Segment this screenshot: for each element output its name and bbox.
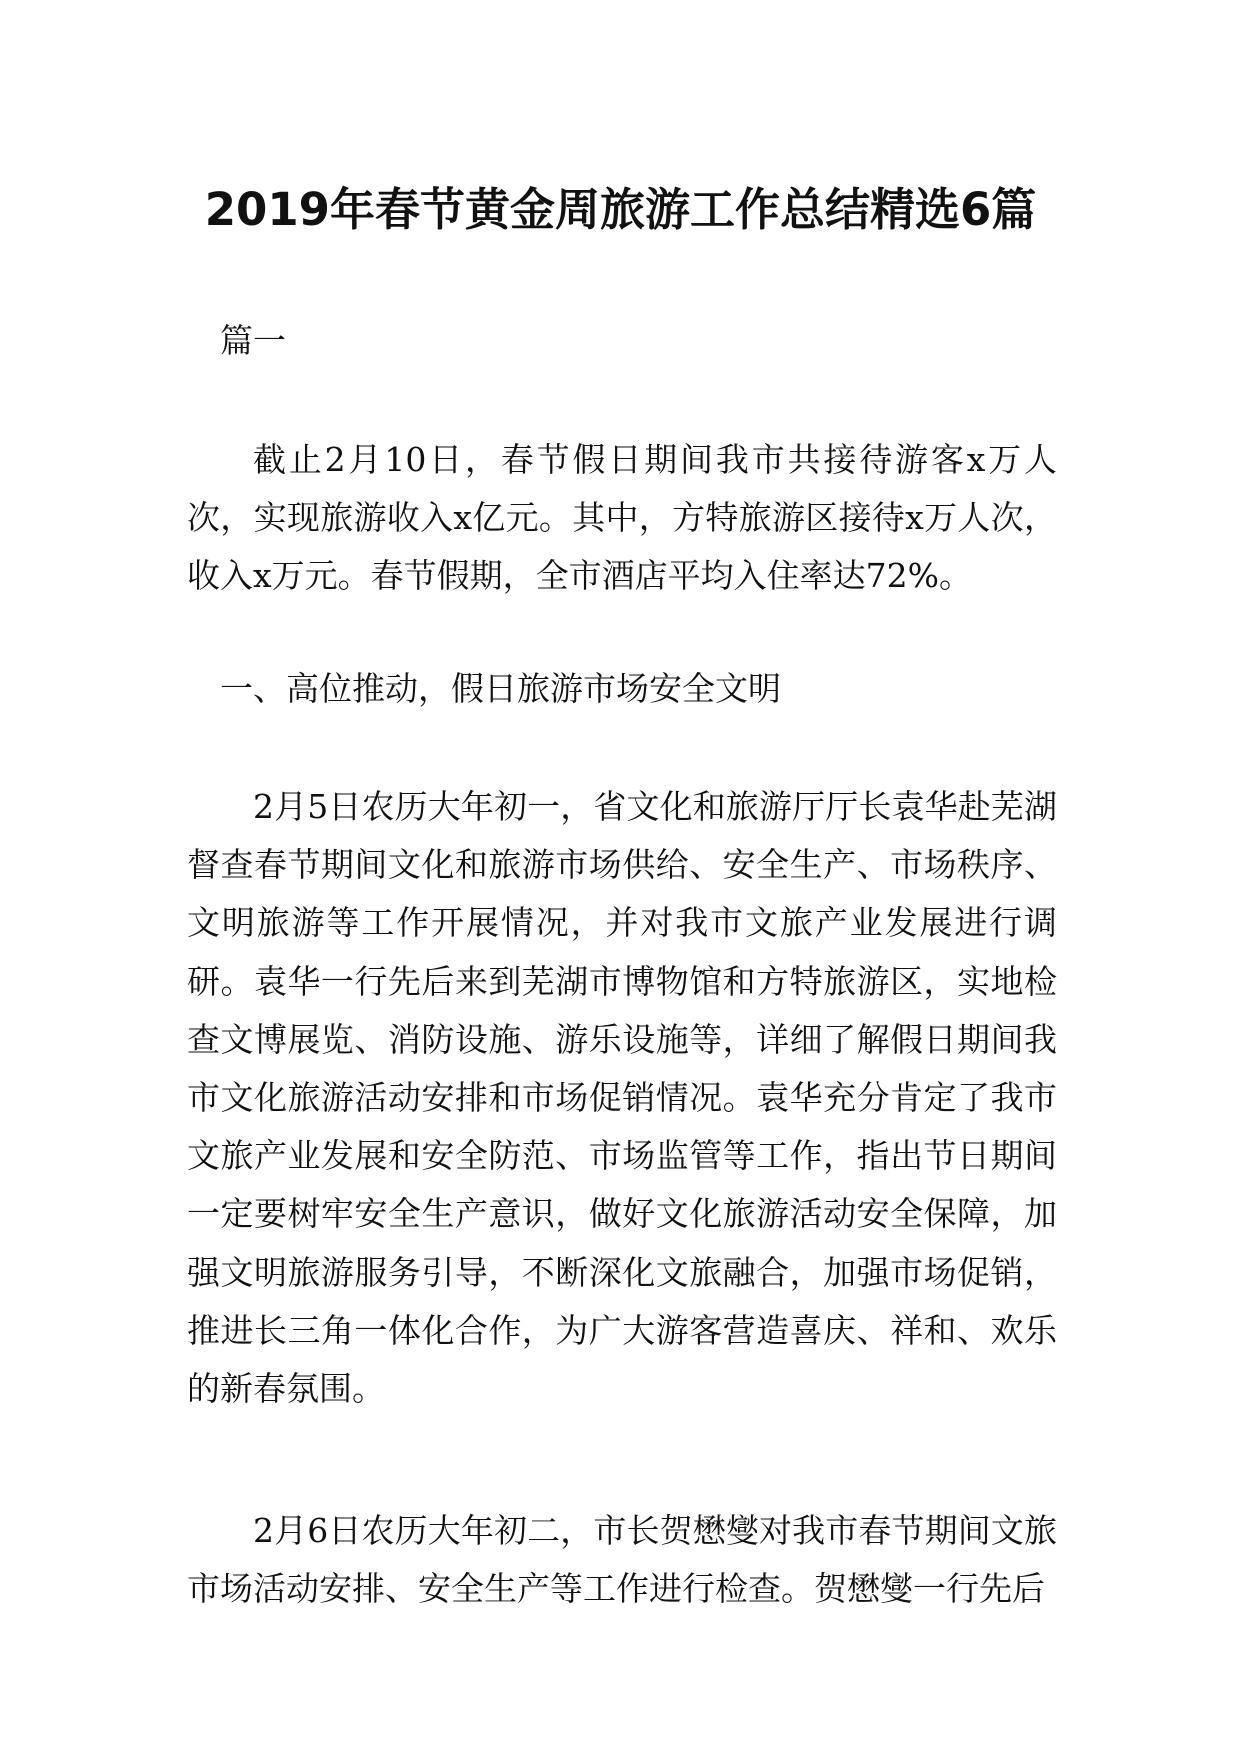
part-label: 篇一 — [220, 321, 286, 360]
section-heading: 一、高位推动，假日旅游市场安全文明 — [220, 669, 781, 708]
paragraph-intro: 截止2月10日，春节假日期间我市共接待游客x万人次，实现旅游收入x亿元。其中，方特旅游区接待x万人次，收入x万元。春节假期，全市酒店平均入住率达72%。 — [187, 440, 1057, 596]
paragraph-feb6: 2月6日农历大年初二，市长贺懋燮对我市春节期间文旅市场活动安排、安全生产等工作进行检查。贺懋燮一行先后 — [187, 1511, 1057, 1609]
paragraph-feb5: 2月5日农历大年初一，省文化和旅游厅厅长袁华赴芜湖督查春节期间文化和旅游市场供给、安全生产、市场秩序、文明旅游等工作开展情况，并对我市文旅产业发展进行调研。袁华一行先后来到芜湖市博物馆和方特旅游区，实地检查文博展览、消防设施、游乐设施等，详细了解假日期间我市文化旅游活动安排和市场促销情况。袁华充分肯定了我市文旅产业发展和安全防范、市场监管等工作，指出节日期间一定要树牢安全生产意识，做好文化旅游活动安全保障，加强文明旅游服务引导，不断深化文旅融合，加强市场促销，推进长三角一体化合作，为广大游客营造喜庆、祥和、欢乐的新春氛围。 — [187, 787, 1057, 1409]
document-title: 2019年春节黄金周旅游工作总结精选6篇 — [204, 183, 1037, 237]
